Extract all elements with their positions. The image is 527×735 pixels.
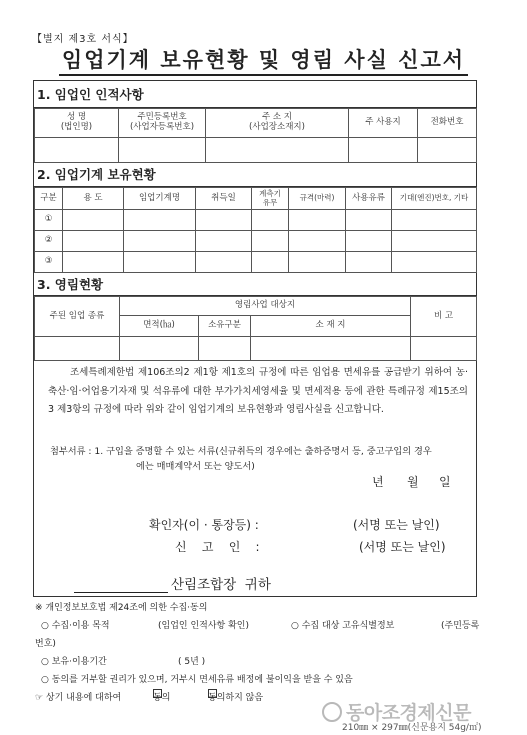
union-text: 산림조합장 귀하 — [171, 577, 271, 593]
remark-input[interactable] — [411, 337, 477, 361]
reporter-label: 신 고 인 : — [175, 540, 260, 554]
cell-input[interactable] — [63, 210, 124, 231]
col-main-forestry-type — [35, 297, 120, 337]
cell-input[interactable] — [124, 231, 196, 252]
col-spec-label: 규격(마력) — [299, 193, 335, 203]
confirmer-label: 확인자(이 · 통장등) : — [149, 518, 259, 532]
union-name-blank[interactable] — [74, 578, 168, 593]
cell-input[interactable] — [346, 210, 392, 231]
phone-input[interactable] — [418, 138, 477, 163]
col-remark-label: 비 고 — [433, 310, 454, 321]
col-name — [35, 109, 119, 138]
form-number-tag: 【별지 제3호 서식】 — [32, 34, 134, 45]
cell-input[interactable] — [196, 252, 252, 273]
col-fuel-label: 사용유류 — [352, 192, 385, 203]
machine-row-1 — [35, 210, 477, 231]
reporter-signature[interactable]: (서명 또는 날인) — [359, 540, 446, 554]
col-meter-label: 계측기 유무 — [259, 188, 281, 207]
section1-table — [34, 108, 477, 163]
section3-heading: 3. 영림현황 — [34, 273, 476, 296]
area-input[interactable] — [120, 337, 199, 361]
main-use-site-input[interactable] — [349, 138, 418, 163]
privacy-target-label: ○ 수집 대상 고유식별정보 — [291, 621, 395, 631]
cell-input[interactable] — [63, 231, 124, 252]
resident-number-input[interactable] — [119, 138, 206, 163]
date-day: 일 — [439, 475, 451, 489]
col-engine-number-label: 기대(엔진)번호, 기타 — [399, 193, 469, 203]
confirmer-signature[interactable]: (서명 또는 날인) — [353, 518, 440, 532]
col-phone-label: 전화번호 — [430, 117, 464, 128]
privacy-consent-prefix: ☞ 상기 내용에 대하여 — [35, 693, 122, 703]
col-main-use-site-label: 주 사용지 — [365, 117, 401, 128]
col-machine-name — [124, 188, 196, 210]
cell-input[interactable] — [392, 210, 477, 231]
agree-label: 동의 — [153, 693, 171, 703]
col-acquired-date-label: 취득일 — [211, 192, 236, 203]
name-input[interactable] — [35, 138, 119, 163]
section3-table — [34, 296, 477, 361]
privacy-title: ※ 개인정보보호법 제24조에 의한 수집·동의 — [35, 603, 208, 613]
privacy-purpose-value: (임업인 인적사항 확인) — [158, 621, 249, 631]
privacy-target-continuation: 번호) — [35, 639, 56, 649]
machine-row-2 — [35, 231, 477, 252]
paper-size-footer: 210㎜ × 297㎜(신문용지 54g/㎡) — [342, 723, 482, 733]
col-name-label: 성 명 (법인명) — [60, 112, 93, 132]
section2-table — [34, 187, 477, 273]
ownership-input[interactable] — [199, 337, 251, 361]
forestry-type-input[interactable] — [35, 337, 120, 361]
privacy-period-value: ( 5년 ) — [178, 657, 206, 667]
col-category-label: 구분 — [40, 192, 57, 203]
section1-heading: 1. 임업인 인적사항 — [34, 81, 476, 108]
newspaper-logo-icon — [322, 702, 342, 722]
cell-input[interactable] — [289, 231, 346, 252]
document-title — [0, 44, 527, 74]
attachment-continuation: 에는 매매계약서 또는 양도서) — [136, 461, 255, 472]
col-purpose — [63, 188, 124, 210]
col-phone — [418, 109, 477, 138]
col-fuel — [346, 188, 392, 210]
location-input[interactable] — [251, 337, 411, 361]
cell-input[interactable] — [252, 210, 289, 231]
cell-input[interactable] — [289, 210, 346, 231]
row-marker-2: ② — [35, 231, 63, 252]
cell-input[interactable] — [289, 252, 346, 273]
document-title-text: 임업기계 보유현황 및 영림 사실 신고서 — [59, 47, 468, 76]
privacy-purpose-label: ○ 수집·이용 목적 — [41, 621, 110, 631]
cell-input[interactable] — [63, 252, 124, 273]
col-ownership-label: 소유구분 — [208, 320, 241, 331]
attachment-label: 첨부서류 : 1. 구입을 증명할 수 있는 서류(신규취득의 경우에는 출하증명서 등, 중고구입의 경우 — [50, 446, 432, 457]
cell-input[interactable] — [196, 210, 252, 231]
cell-input[interactable] — [124, 252, 196, 273]
declaration-text: 조세특례제한법 제106조의2 제1항 제1호의 규정에 따른 임업용 면세유를 공급받기 위하여 농·축산·임·어업용기자재 및 석유류에 대한 부가가치세영세율 및 면세적용 등에 관한 특례규정 제15조의3 제3항의 규정에 따라 위와 같이 임업기계의 보유현황과 영림사실을 신고합니다. — [48, 367, 468, 415]
col-area-label: 면적(㏊) — [143, 320, 175, 331]
col-machine-name-label: 임업기계명 — [138, 192, 181, 203]
privacy-target-value: (주민등록 — [441, 621, 480, 631]
col-acquired-date — [196, 188, 252, 210]
date-year: 년 — [372, 475, 384, 489]
col-location — [251, 316, 411, 337]
watermark-text: 동아조경제신문 — [346, 702, 471, 724]
col-resident-number-label: 주민등록번호 (사업자등록번호) — [129, 112, 195, 132]
cell-input[interactable] — [124, 210, 196, 231]
cell-input[interactable] — [252, 252, 289, 273]
col-target-site — [120, 297, 411, 316]
cell-input[interactable] — [252, 231, 289, 252]
col-engine-number — [392, 188, 477, 210]
privacy-refusal-notice: ○ 동의를 거부할 권리가 있으며, 거부시 면세유류 배정에 불이익을 받을 수 있음 — [41, 675, 353, 685]
attachment-note — [50, 444, 470, 474]
cell-input[interactable] — [196, 231, 252, 252]
col-remark — [411, 297, 477, 337]
form-frame — [33, 80, 477, 597]
section2-heading: 2. 임업기계 보유현황 — [34, 163, 476, 187]
col-ownership — [199, 316, 251, 337]
col-purpose-label: 용 도 — [83, 192, 103, 203]
col-target-site-label: 영림사업 대상지 — [234, 300, 296, 311]
cell-input[interactable] — [392, 231, 477, 252]
cell-input[interactable] — [346, 231, 392, 252]
disagree-label: 동의하지 않음 — [208, 693, 264, 703]
date-month: 월 — [407, 475, 419, 489]
col-address — [206, 109, 349, 138]
col-category — [35, 188, 63, 210]
cell-input[interactable] — [346, 252, 392, 273]
col-main-use-site — [349, 109, 418, 138]
col-address-label: 주 소 지 (사업장소재지) — [249, 112, 305, 132]
cell-input[interactable] — [392, 252, 477, 273]
col-main-forestry-type-label: 주된 임업 종류 — [49, 310, 105, 321]
privacy-period-label: ○ 보유·이용기간 — [41, 657, 107, 667]
addressee — [74, 573, 271, 593]
row-marker-1: ① — [35, 210, 63, 231]
row-marker-3: ③ — [35, 252, 63, 273]
col-location-label: 소 재 지 — [315, 320, 346, 331]
col-resident-number — [119, 109, 206, 138]
privacy-consent — [33, 599, 483, 707]
machine-row-3 — [35, 252, 477, 273]
col-meter — [252, 188, 289, 210]
col-area — [120, 316, 199, 337]
col-spec — [289, 188, 346, 210]
address-input[interactable] — [206, 138, 349, 163]
